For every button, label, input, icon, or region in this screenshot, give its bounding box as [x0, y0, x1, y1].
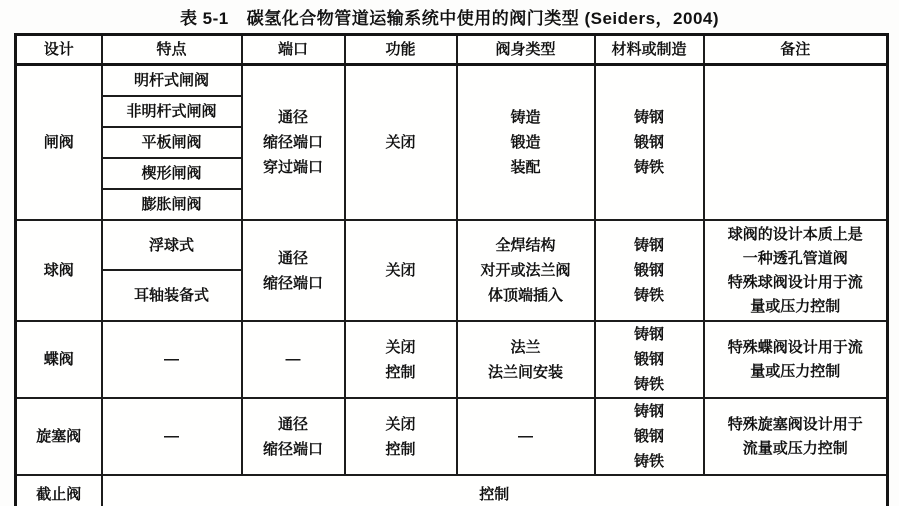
cell-line: 关闭	[385, 338, 416, 356]
col-header-design: 设计	[16, 35, 102, 65]
col-header-features: 特点	[102, 35, 242, 65]
cell-line: 特殊旋塞阀设计用于	[727, 415, 863, 433]
cell-line: 球阀的设计本质上是	[727, 225, 863, 243]
ball-feature-cell: 浮球式	[102, 220, 242, 270]
gate-body-type-cell	[457, 65, 595, 221]
gate-function-cell: 关闭	[345, 65, 457, 221]
cell-line: 控制	[385, 363, 416, 381]
ball-material-cell	[595, 220, 704, 321]
cell-line: 法兰	[510, 338, 541, 356]
cell-line: 穿过端口	[262, 159, 323, 176]
table-row	[16, 65, 888, 97]
ball-body-type-cell	[457, 220, 595, 321]
cell-line: 关闭	[385, 415, 416, 433]
gate-feature-cell: 非明杆式闸阀	[102, 96, 242, 127]
gate-feature-cell: 膨胀闸阀	[102, 189, 242, 220]
col-header-remarks: 备注	[704, 35, 888, 65]
table-title-reference: (Seiders，2004)	[579, 9, 720, 28]
butterfly-ports-cell: —	[242, 321, 345, 398]
cell-line: 特殊蝶阀设计用于流	[727, 338, 863, 356]
table-row	[16, 398, 888, 475]
header-row	[16, 35, 888, 65]
cell-line: 锻钢	[633, 428, 664, 445]
cell-line: 铸铁	[633, 453, 664, 470]
butterfly-material-cell	[595, 321, 704, 398]
ball-design-cell: 球阀	[16, 220, 102, 321]
table-row	[16, 321, 888, 398]
plug-feature-cell: —	[102, 398, 242, 475]
cell-line: 铸铁	[633, 287, 664, 304]
plug-function-cell	[345, 398, 457, 475]
plug-ports-cell	[242, 398, 345, 475]
cell-line: 流量或压力控制	[742, 439, 848, 457]
cell-line: 铸造	[510, 109, 541, 126]
cell-line: 全焊结构	[495, 237, 556, 254]
gate-feature-cell: 平板闸阀	[102, 127, 242, 158]
cell-line: 一种透孔管道阀	[742, 249, 848, 267]
cell-line: 铸钢	[633, 403, 664, 420]
table-row	[16, 475, 888, 506]
gate-remarks-cell	[704, 65, 888, 221]
cell-line: 对开或法兰阀	[480, 262, 571, 279]
cell-line: 缩径端口	[262, 274, 323, 292]
valve-types-table	[14, 33, 889, 506]
ball-feature-cell: 耳轴装备式	[102, 270, 242, 321]
ball-ports-cell	[242, 220, 345, 321]
cell-line: 量或压力控制	[750, 362, 841, 380]
cell-line: 锻钢	[633, 262, 664, 279]
gate-feature-cell: 楔形闸阀	[102, 158, 242, 189]
ball-function-cell: 关闭	[345, 220, 457, 321]
cell-line: 锻造	[510, 134, 541, 151]
cell-line: 控制	[385, 440, 416, 458]
cell-line: 铸钢	[633, 237, 664, 254]
table-row	[16, 220, 888, 270]
cell-line: 锻钢	[633, 134, 664, 151]
table-number: 表 5-1	[179, 9, 229, 28]
col-header-ports: 端口	[242, 35, 345, 65]
cell-line: 锻钢	[633, 351, 664, 368]
plug-material-cell	[595, 398, 704, 475]
table-title-text: 碳氢化合物管道运输系统中使用的阀门类型	[246, 9, 580, 28]
butterfly-remarks-cell	[704, 321, 888, 398]
table-title	[0, 4, 899, 29]
gate-ports-cell	[242, 65, 345, 221]
globe-design-cell: 截止阀	[16, 475, 102, 506]
butterfly-design-cell: 蝶阀	[16, 321, 102, 398]
cell-line: 缩径端口	[262, 440, 323, 458]
cell-line: 装配	[510, 159, 541, 176]
globe-function-cell: 控制	[102, 475, 888, 506]
cell-line: 通径	[277, 109, 308, 126]
col-header-material: 材料或制造	[595, 35, 704, 65]
plug-body-type-cell: —	[457, 398, 595, 475]
gate-material-cell	[595, 65, 704, 221]
butterfly-body-type-cell	[457, 321, 595, 398]
gate-feature-cell: 明杆式闸阀	[102, 65, 242, 97]
cell-line: 体顶端插入	[487, 287, 563, 304]
cell-line: 特殊球阀设计用于流	[727, 273, 863, 291]
col-header-body-type: 阀身类型	[457, 35, 595, 65]
cell-line: 铸钢	[633, 326, 664, 343]
col-header-function: 功能	[345, 35, 457, 65]
cell-line: 缩径端口	[262, 134, 323, 151]
cell-line: 铸钢	[633, 109, 664, 126]
cell-line: 铸铁	[633, 159, 664, 176]
cell-line: 铸铁	[633, 376, 664, 393]
plug-design-cell: 旋塞阀	[16, 398, 102, 475]
gate-design-cell: 闸阀	[16, 65, 102, 221]
cell-line: 通径	[277, 249, 308, 267]
ball-remarks-cell	[704, 220, 888, 321]
butterfly-function-cell	[345, 321, 457, 398]
cell-line: 量或压力控制	[750, 297, 841, 315]
butterfly-feature-cell: —	[102, 321, 242, 398]
cell-line: 通径	[277, 415, 308, 433]
cell-line: 法兰间安装	[487, 363, 563, 381]
plug-remarks-cell	[704, 398, 888, 475]
